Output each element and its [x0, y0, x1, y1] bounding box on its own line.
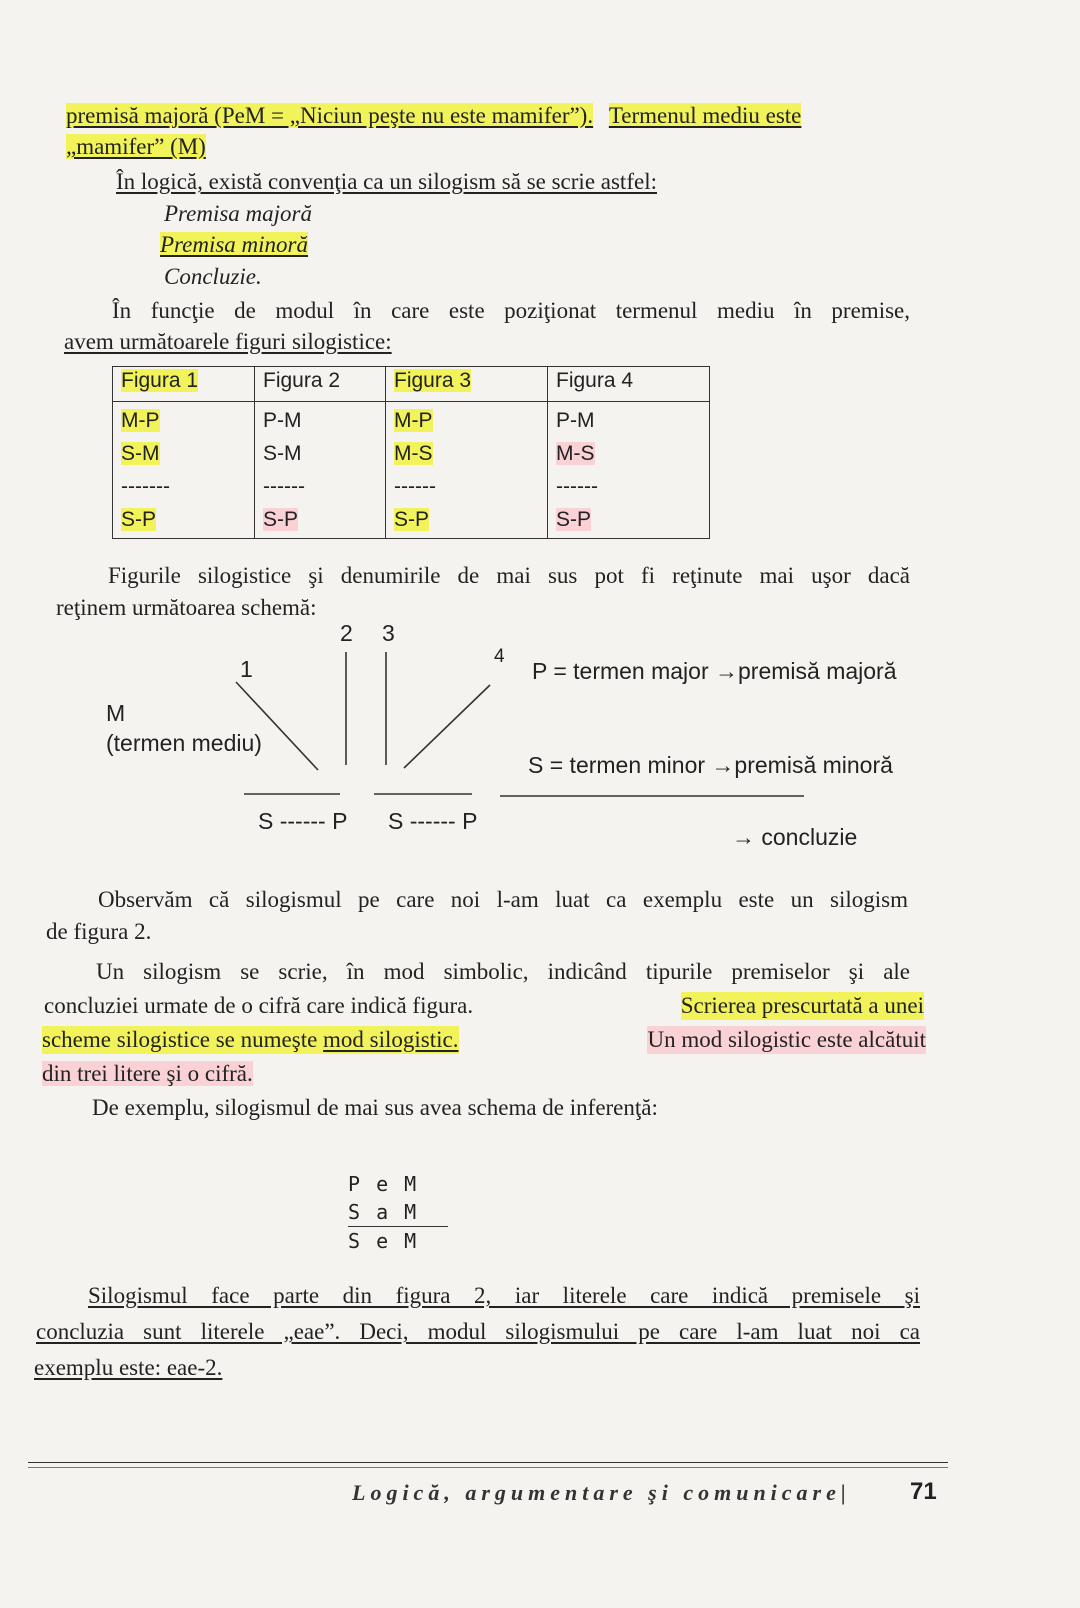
- cell-text: S-P: [556, 508, 592, 531]
- cell-text: M-P: [121, 409, 160, 432]
- figures-intro-line-2: avem următoarele figuri silogistice:: [64, 329, 392, 354]
- page-number: 71: [910, 1478, 937, 1505]
- intro-mamifer-text: „mamifer” (M): [66, 134, 206, 159]
- intro-middle-term-text: Termenul mediu este: [608, 103, 802, 128]
- figure-number-4: 4: [494, 646, 505, 667]
- major-term-definition: P = termen major →premisă majoră: [532, 658, 897, 684]
- inference-scheme: [348, 1170, 448, 1255]
- header-figura-4-text: Figura 4: [556, 369, 634, 392]
- minor-premise: S a M: [348, 1198, 448, 1227]
- intro-premise-text: premisă majoră (PeM = „Niciun peşte nu este mamifer”).: [66, 103, 594, 128]
- footer-rule: [28, 1462, 948, 1463]
- figura-4-cell: [548, 402, 710, 539]
- mod-silogistic-term: mod silogistic.: [323, 1027, 459, 1052]
- premisa-minora-text: Premisa minoră: [160, 232, 309, 257]
- conclusion-sp-1: S ------ P: [258, 808, 348, 834]
- cell-text: M-S: [394, 442, 433, 465]
- symbolic-highlight-1: Scrierea prescurtată a unei: [680, 993, 924, 1018]
- figura-1-cell: [113, 402, 255, 539]
- figure-4-line: [404, 685, 490, 768]
- header-figura-3-text: Figura 3: [394, 369, 472, 392]
- cell-text: S-M: [121, 442, 160, 465]
- cell-text: S-M: [263, 442, 302, 465]
- conclusion-sp-2: S ------ P: [388, 808, 478, 834]
- header-figura-1-text: Figura 1: [121, 369, 199, 392]
- header-figura-1: [113, 367, 255, 402]
- example-text: De exemplu, silogismul de mai sus avea schema de inferenţă:: [92, 1095, 658, 1120]
- header-figura-2-text: Figura 2: [263, 369, 341, 392]
- minor-term-definition: S = termen minor →premisă minoră: [528, 752, 893, 778]
- intro-line-2: [66, 133, 206, 161]
- symbolic-line-4: [42, 1060, 253, 1088]
- figura-2-cell: [255, 402, 386, 539]
- conclusion-line-2: concluzia sunt literele „eae”. Deci, modul silogismului pe care l-am luat noi ca: [36, 1319, 920, 1344]
- syllogism-figures-diagram: [0, 620, 1080, 870]
- middle-term-letter: M: [106, 700, 126, 726]
- premisa-minora-label: [160, 231, 308, 259]
- observation-line-1: Observăm că silogismul pe care noi l-am luat ca exemplu este un silogism: [98, 887, 908, 912]
- figures-table: [112, 366, 710, 539]
- symbolic-line-3-c: Un mod silogistic este alcătuit: [647, 1027, 926, 1052]
- table-header-row: [113, 367, 710, 402]
- conclusion-label: → concluzie: [732, 824, 858, 850]
- figure-number-2: 2: [340, 620, 353, 646]
- table-row: [113, 402, 710, 539]
- cell-text: P-M: [263, 409, 302, 432]
- cell-text: S-P: [263, 508, 299, 531]
- header-figura-2: [255, 367, 386, 402]
- cell-text: ------: [394, 475, 436, 498]
- intro-line-1: [66, 102, 922, 130]
- major-premise: P e M: [348, 1172, 419, 1196]
- cell-text: P-M: [556, 409, 595, 432]
- cell-text: S-P: [121, 508, 157, 531]
- cell-text: ------: [263, 475, 305, 498]
- concluzie-label: Concluzie.: [164, 264, 262, 289]
- cell-text: ------: [556, 475, 598, 498]
- observation-line-2: de figura 2.: [46, 919, 152, 944]
- footer-rule-secondary: [28, 1467, 948, 1468]
- conclusion-line-1: Silogismul face parte din figura 2, iar literele care indică premisele şi: [88, 1283, 920, 1308]
- scheme-intro-line-2: reţinem următoarea schemă:: [56, 595, 317, 620]
- symbolic-highlight-2: [42, 1026, 459, 1054]
- scheme-intro-line-1: Figurile silogistice şi denumirile de mai sus pot fi reţinute mai uşor dacă: [108, 563, 910, 588]
- convention-text: În logică, există convenţia ca un silogism să se scrie astfel:: [116, 169, 657, 194]
- symbolic-line-1: Un silogism se scrie, în mod simbolic, indicând tipurile premiselor şi ale: [96, 959, 910, 984]
- figura-3-cell: [386, 402, 548, 539]
- inference-conclusion: S e M: [348, 1229, 419, 1253]
- middle-term-description: (termen mediu): [106, 730, 262, 756]
- symbolic-line-3: [42, 1026, 926, 1054]
- header-figura-3: [386, 367, 548, 402]
- cell-text: -------: [121, 475, 170, 498]
- symbolic-line-3-a: scheme silogistice se numeşte: [42, 1027, 318, 1052]
- figures-intro-line-1: În funcţie de modul în care este poziţionat termenul mediu în premise,: [112, 298, 910, 323]
- symbolic-line-2: [44, 992, 924, 1020]
- conclusion-line-3: exemplu este: eae-2.: [34, 1355, 223, 1380]
- cell-text: M-S: [556, 442, 595, 465]
- figure-number-3: 3: [382, 620, 395, 646]
- header-figura-4: [548, 367, 710, 402]
- symbolic-line-4-text: din trei litere şi o cifră.: [42, 1061, 253, 1086]
- symbolic-line-2-a: concluziei urmate de o cifră care indică figura.: [44, 993, 474, 1018]
- premisa-majora-label: Premisa majoră: [164, 201, 313, 226]
- cell-text: S-P: [394, 508, 430, 531]
- cell-text: M-P: [394, 409, 433, 432]
- figure-number-1: 1: [240, 656, 253, 682]
- footer-book-title: Logică, argumentare şi comunicare|: [352, 1480, 851, 1505]
